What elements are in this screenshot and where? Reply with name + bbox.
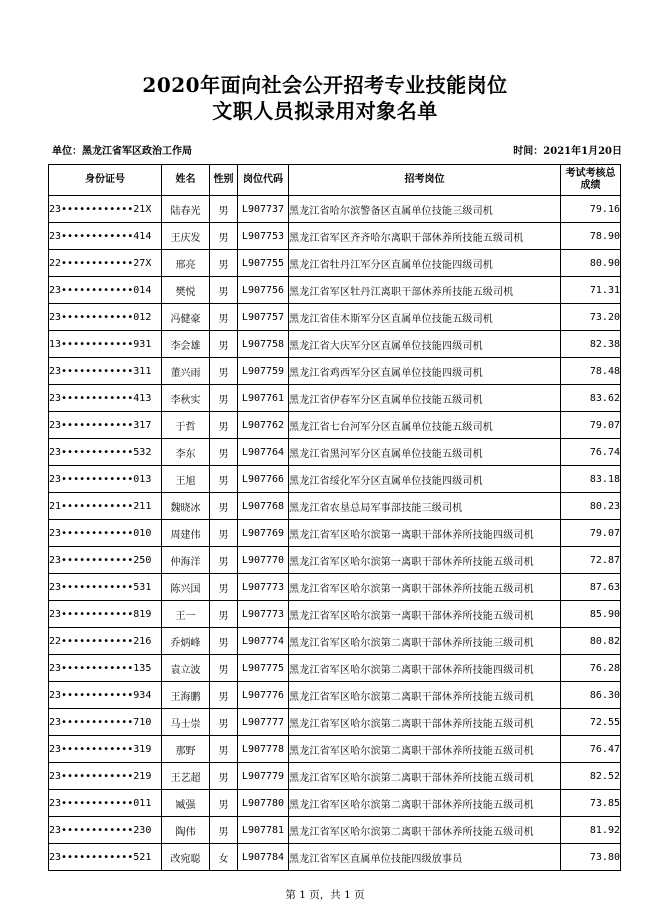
- cell-sex: 男: [210, 547, 238, 574]
- table-row: [49, 358, 621, 385]
- table-row: [49, 628, 621, 655]
- cell-sex: 男: [210, 250, 238, 277]
- cell-name: 李秋实: [162, 385, 210, 412]
- cell-post-code: L907781: [238, 817, 289, 844]
- cell-name: 臧强: [162, 790, 210, 817]
- cell-score: 72.87: [561, 547, 621, 574]
- cell-id: 23••••••••••••521: [49, 844, 162, 871]
- cell-id: 21••••••••••••211: [49, 493, 162, 520]
- cell-sex: 男: [210, 736, 238, 763]
- cell-post: 黑龙江省军区哈尔滨第一离职干部休养所技能五级司机: [289, 574, 561, 601]
- document-title-line-2: 文职人员拟录用对象名单: [212, 99, 438, 123]
- cell-score: 79.07: [561, 412, 621, 439]
- table-row: [49, 439, 621, 466]
- cell-post-code: L907784: [238, 844, 289, 871]
- cell-post-code: L907773: [238, 574, 289, 601]
- cell-name: 周建伟: [162, 520, 210, 547]
- table-row: [49, 466, 621, 493]
- table-header-row: [49, 165, 621, 196]
- cell-id: 23••••••••••••010: [49, 520, 162, 547]
- document-title-line-1: 2020年面向社会公开招考专业技能岗位: [142, 73, 508, 97]
- cell-post-code: L907766: [238, 466, 289, 493]
- cell-score: 83.18: [561, 466, 621, 493]
- cell-post-code: L907762: [238, 412, 289, 439]
- table-row: [49, 844, 621, 871]
- cell-post: 黑龙江省哈尔滨警备区直属单位技能三级司机: [289, 196, 561, 223]
- cell-post-code: L907779: [238, 763, 289, 790]
- cell-post: 黑龙江省牡丹江军分区直属单位技能四级司机: [289, 250, 561, 277]
- cell-post: 黑龙江省军区直属单位技能四级放事员: [289, 844, 561, 871]
- cell-name: 董兴雨: [162, 358, 210, 385]
- cell-name: 陈兴国: [162, 574, 210, 601]
- cell-sex: 男: [210, 574, 238, 601]
- unit-label: 单位：黑龙江省军区政治工作局: [52, 146, 192, 157]
- cell-post: 黑龙江省七台河军分区直属单位技能五级司机: [289, 412, 561, 439]
- cell-score: 80.90: [561, 250, 621, 277]
- table-row: [49, 709, 621, 736]
- cell-score: 78.90: [561, 223, 621, 250]
- cell-post: 黑龙江省军区哈尔滨第二离职干部休养所技能四级司机: [289, 655, 561, 682]
- cell-name: 魏晓冰: [162, 493, 210, 520]
- table-row: [49, 817, 621, 844]
- cell-score: 71.31: [561, 277, 621, 304]
- cell-post: 黑龙江省大庆军分区直属单位技能四级司机: [289, 331, 561, 358]
- cell-score: 86.30: [561, 682, 621, 709]
- cell-post-code: L907770: [238, 547, 289, 574]
- table-row: [49, 736, 621, 763]
- date-label: 时间：2021年1月20日: [513, 146, 622, 157]
- header-post: 招考岗位: [289, 165, 561, 196]
- cell-score: 79.16: [561, 196, 621, 223]
- header-post-code: 岗位代码: [238, 165, 289, 196]
- table-row: [49, 547, 621, 574]
- cell-id: 23••••••••••••934: [49, 682, 162, 709]
- header-id: 身份证号: [49, 165, 162, 196]
- cell-score: 83.62: [561, 385, 621, 412]
- cell-name: 仲海洋: [162, 547, 210, 574]
- candidate-table: [48, 164, 621, 871]
- cell-post-code: L907780: [238, 790, 289, 817]
- cell-id: 23••••••••••••710: [49, 709, 162, 736]
- cell-id: 23••••••••••••230: [49, 817, 162, 844]
- cell-post-code: L907776: [238, 682, 289, 709]
- cell-name: 樊悦: [162, 277, 210, 304]
- cell-name: 陆春光: [162, 196, 210, 223]
- table-row: [49, 250, 621, 277]
- cell-post: 黑龙江省军区哈尔滨第二离职干部休养所技能三级司机: [289, 628, 561, 655]
- cell-id: 23••••••••••••012: [49, 304, 162, 331]
- cell-sex: 男: [210, 196, 238, 223]
- cell-id: 23••••••••••••414: [49, 223, 162, 250]
- cell-score: 73.80: [561, 844, 621, 871]
- cell-id: 23••••••••••••317: [49, 412, 162, 439]
- cell-id: 13••••••••••••931: [49, 331, 162, 358]
- cell-score: 79.07: [561, 520, 621, 547]
- cell-name: 李东: [162, 439, 210, 466]
- cell-score: 73.20: [561, 304, 621, 331]
- cell-name: 于哲: [162, 412, 210, 439]
- cell-post-code: L907774: [238, 628, 289, 655]
- table-body: [49, 196, 621, 871]
- cell-post-code: L907758: [238, 331, 289, 358]
- cell-score: 87.63: [561, 574, 621, 601]
- header-name: 姓名: [162, 165, 210, 196]
- cell-post: 黑龙江省军区哈尔滨第一离职干部休养所技能四级司机: [289, 520, 561, 547]
- cell-sex: 男: [210, 466, 238, 493]
- cell-sex: 男: [210, 412, 238, 439]
- cell-score: 76.74: [561, 439, 621, 466]
- cell-sex: 男: [210, 520, 238, 547]
- cell-id: 23••••••••••••250: [49, 547, 162, 574]
- cell-name: 乔炳峰: [162, 628, 210, 655]
- cell-score: 81.92: [561, 817, 621, 844]
- cell-name: 陶伟: [162, 817, 210, 844]
- cell-post-code: L907768: [238, 493, 289, 520]
- cell-score: 80.82: [561, 628, 621, 655]
- cell-post-code: L907759: [238, 358, 289, 385]
- header-score: 考试考核总成绩: [561, 165, 621, 196]
- cell-score: 80.23: [561, 493, 621, 520]
- cell-sex: 男: [210, 655, 238, 682]
- cell-score: 76.47: [561, 736, 621, 763]
- cell-post: 黑龙江省伊春军分区直属单位技能五级司机: [289, 385, 561, 412]
- cell-post: 黑龙江省军区哈尔滨第二离职干部休养所技能五级司机: [289, 682, 561, 709]
- cell-sex: 女: [210, 844, 238, 871]
- table-row: [49, 331, 621, 358]
- cell-sex: 男: [210, 223, 238, 250]
- cell-post-code: L907769: [238, 520, 289, 547]
- cell-post-code: L907757: [238, 304, 289, 331]
- cell-id: 23••••••••••••413: [49, 385, 162, 412]
- cell-name: 王海鹏: [162, 682, 210, 709]
- cell-post-code: L907764: [238, 439, 289, 466]
- cell-post: 黑龙江省军区哈尔滨第一离职干部休养所技能五级司机: [289, 547, 561, 574]
- cell-sex: 男: [210, 493, 238, 520]
- cell-post: 黑龙江省军区哈尔滨第二离职干部休养所技能五级司机: [289, 736, 561, 763]
- cell-name: 袁立波: [162, 655, 210, 682]
- cell-sex: 男: [210, 331, 238, 358]
- cell-id: 23••••••••••••531: [49, 574, 162, 601]
- cell-post: 黑龙江省军区齐齐哈尔离职干部休养所技能五级司机: [289, 223, 561, 250]
- cell-sex: 男: [210, 439, 238, 466]
- cell-post-code: L907756: [238, 277, 289, 304]
- cell-post-code: L907777: [238, 709, 289, 736]
- table-row: [49, 790, 621, 817]
- table-row: [49, 223, 621, 250]
- table-row: [49, 412, 621, 439]
- table-row: [49, 520, 621, 547]
- cell-id: 22••••••••••••27X: [49, 250, 162, 277]
- cell-id: 23••••••••••••219: [49, 763, 162, 790]
- cell-id: 23••••••••••••011: [49, 790, 162, 817]
- cell-post: 黑龙江省绥化军分区直属单位技能四级司机: [289, 466, 561, 493]
- cell-sex: 男: [210, 763, 238, 790]
- cell-sex: 男: [210, 817, 238, 844]
- cell-name: 王艺超: [162, 763, 210, 790]
- cell-score: 72.55: [561, 709, 621, 736]
- table-row: [49, 304, 621, 331]
- cell-post: 黑龙江省佳木斯军分区直属单位技能五级司机: [289, 304, 561, 331]
- cell-sex: 男: [210, 358, 238, 385]
- cell-post-code: L907778: [238, 736, 289, 763]
- cell-post-code: L907737: [238, 196, 289, 223]
- cell-post: 黑龙江省黑河军分区直属单位技能五级司机: [289, 439, 561, 466]
- table-row: [49, 493, 621, 520]
- table-row: [49, 196, 621, 223]
- cell-sex: 男: [210, 385, 238, 412]
- cell-id: 23••••••••••••014: [49, 277, 162, 304]
- cell-score: 76.28: [561, 655, 621, 682]
- cell-id: 23••••••••••••013: [49, 466, 162, 493]
- table-row: [49, 763, 621, 790]
- cell-sex: 男: [210, 304, 238, 331]
- cell-post: 黑龙江省农垦总局军事部技能三级司机: [289, 493, 561, 520]
- cell-post: 黑龙江省军区牡丹江离职干部休养所技能五级司机: [289, 277, 561, 304]
- cell-name: 马士崇: [162, 709, 210, 736]
- cell-post: 黑龙江省军区哈尔滨第二离职干部休养所技能五级司机: [289, 790, 561, 817]
- cell-post-code: L907775: [238, 655, 289, 682]
- cell-id: 23••••••••••••819: [49, 601, 162, 628]
- cell-post-code: L907753: [238, 223, 289, 250]
- table-row: [49, 655, 621, 682]
- cell-score: 85.90: [561, 601, 621, 628]
- cell-post: 黑龙江省鸡西军分区直属单位技能四级司机: [289, 358, 561, 385]
- cell-name: 那野: [162, 736, 210, 763]
- cell-id: 23••••••••••••311: [49, 358, 162, 385]
- cell-sex: 男: [210, 709, 238, 736]
- cell-score: 73.85: [561, 790, 621, 817]
- cell-name: 冯健豪: [162, 304, 210, 331]
- cell-name: 王庆发: [162, 223, 210, 250]
- table-row: [49, 601, 621, 628]
- cell-sex: 男: [210, 601, 238, 628]
- table-row: [49, 682, 621, 709]
- cell-sex: 男: [210, 790, 238, 817]
- cell-name: 改宛聪: [162, 844, 210, 871]
- cell-post: 黑龙江省军区哈尔滨第二离职干部休养所技能五级司机: [289, 709, 561, 736]
- cell-id: 23••••••••••••319: [49, 736, 162, 763]
- table-row: [49, 574, 621, 601]
- cell-id: 23••••••••••••135: [49, 655, 162, 682]
- cell-post-code: L907761: [238, 385, 289, 412]
- cell-name: 李会雄: [162, 331, 210, 358]
- cell-score: 78.48: [561, 358, 621, 385]
- cell-post: 黑龙江省军区哈尔滨第一离职干部休养所技能五级司机: [289, 601, 561, 628]
- cell-post: 黑龙江省军区哈尔滨第二离职干部休养所技能五级司机: [289, 817, 561, 844]
- header-sex: 性别: [210, 165, 238, 196]
- table-row: [49, 385, 621, 412]
- cell-sex: 男: [210, 682, 238, 709]
- page-footer: 第 1 页，共 1 页: [285, 889, 365, 901]
- cell-post-code: L907773: [238, 601, 289, 628]
- cell-score: 82.38: [561, 331, 621, 358]
- cell-post-code: L907755: [238, 250, 289, 277]
- cell-score: 82.52: [561, 763, 621, 790]
- cell-id: 22••••••••••••216: [49, 628, 162, 655]
- cell-name: 邢亮: [162, 250, 210, 277]
- cell-sex: 男: [210, 277, 238, 304]
- cell-sex: 男: [210, 628, 238, 655]
- cell-post: 黑龙江省军区哈尔滨第二离职干部休养所技能五级司机: [289, 763, 561, 790]
- cell-name: 王旭: [162, 466, 210, 493]
- table-row: [49, 277, 621, 304]
- cell-id: 23••••••••••••532: [49, 439, 162, 466]
- cell-id: 23••••••••••••21X: [49, 196, 162, 223]
- cell-name: 王一: [162, 601, 210, 628]
